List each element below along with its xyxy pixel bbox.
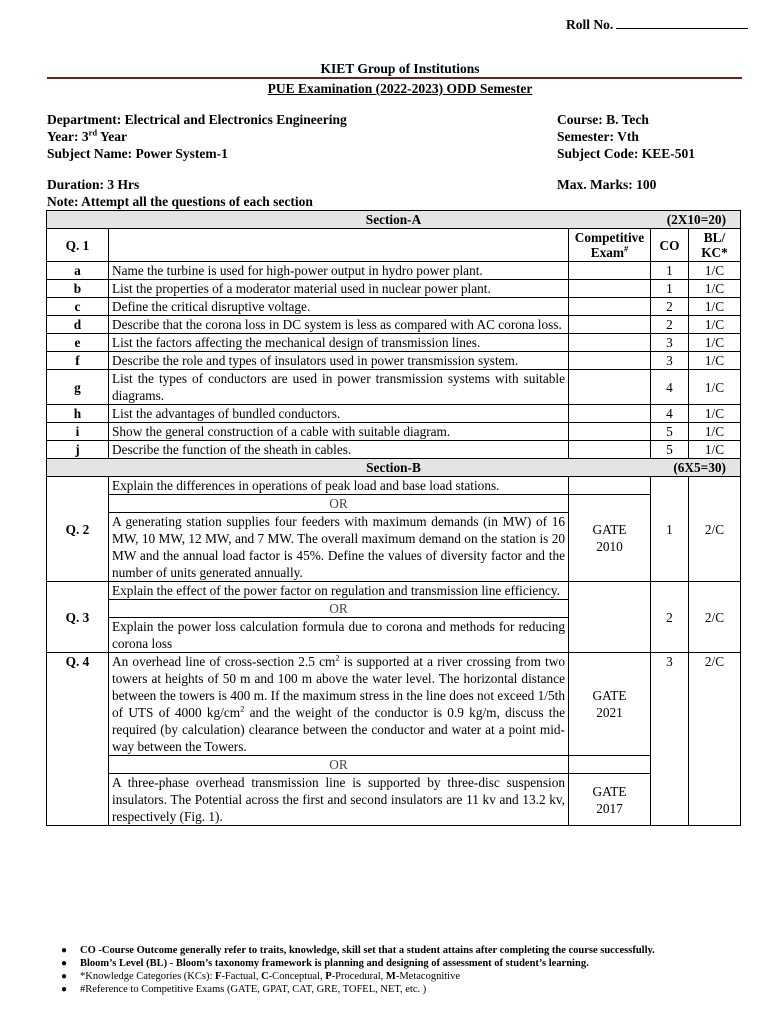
question-id: c (47, 298, 109, 316)
q2-bl: 2/C (689, 477, 741, 582)
question-text: List the types of conductors are used in power transmission systems with suitable diagrams. (109, 370, 569, 405)
bloom-level: 1/C (689, 405, 741, 423)
course-outcome: 2 (651, 298, 689, 316)
question-row-f (47, 352, 741, 370)
competitive-exam-header: Competitive Exam# (569, 229, 651, 262)
q2-label: Q. 2 (47, 477, 109, 582)
question-text: Describe that the corona loss in DC system is less as compared with AC corona loss. (109, 316, 569, 334)
question-id: f (47, 352, 109, 370)
course-outcome: 4 (651, 405, 689, 423)
note: Note: Attempt all the questions of each section (47, 194, 313, 209)
q4-co: 3 (651, 653, 689, 826)
question-row-d (47, 316, 741, 334)
competitive-exam (569, 298, 651, 316)
section-b-title: Section-B (366, 460, 421, 475)
question-row-c (47, 298, 741, 316)
footnote-kc: ● *Knowledge Categories (KCs): F-Factual, C-Conceptual, P-Procedural, M-Metacognitive (66, 970, 655, 983)
question-row-b (47, 280, 741, 298)
course-outcome: 2 (651, 316, 689, 334)
semester: Semester: Vth (557, 129, 639, 144)
footnote-exam: ● #Reference to Competitive Exams (GATE, GPAT, CAT, GRE, TOFEL, NET, etc. ) (66, 983, 655, 996)
q3-part1: Explain the effect of the power factor on regulation and transmission line efficiency. (109, 582, 569, 600)
header-divider (47, 77, 742, 79)
course-outcome: 4 (651, 370, 689, 405)
exam-title: PUE Examination (2022-2023) ODD Semester (267, 81, 533, 96)
q2-exam: GATE 2010 (569, 495, 651, 582)
info-left (47, 111, 347, 162)
q4-row (47, 653, 741, 756)
subject-code: Subject Code: KEE-501 (557, 146, 695, 161)
section-a-column-header (47, 229, 741, 262)
question-id: g (47, 370, 109, 405)
q4-part2: A three-phase overhead transmission line is supported by three-disc suspension insulators. The Potential across the first and second insulators are 11 kv and 13.2 kv, respectively (Fig. 1). (109, 774, 569, 826)
q4-label: Q. 4 (47, 653, 109, 826)
roll-number-field (566, 17, 748, 33)
competitive-exam (569, 423, 651, 441)
footnote-co: ● CO -Course Outcome generally refer to traits, knowledge, skill set that a student attains after completing the course successfully. (66, 944, 655, 957)
max-marks: Max. Marks: 100 (557, 177, 657, 192)
q3-co: 2 (651, 582, 689, 653)
year: Year: 3rd Year (47, 127, 127, 144)
bloom-level: 1/C (689, 298, 741, 316)
footnotes (66, 944, 655, 996)
question-row-h (47, 405, 741, 423)
q3-label: Q. 3 (47, 582, 109, 653)
q4-part1: An overhead line of cross-section 2.5 $cm^2$ is supported at a river crossing from two towers at heights of 50 m and 100 m above the water level. The horizontal distance between the towers is 400 m. If the maximum stress in the line does not exceed 1/5th of UTS of 4000 $kg/cm^2$ and the weight of the conductor is 0.9 kg/m, discuss the required (by calculation) clearance between the conductor and water at a point mid-way between the Towers. (109, 653, 569, 756)
competitive-exam (569, 316, 651, 334)
bloom-level: 1/C (689, 352, 741, 370)
course-outcome: 5 (651, 423, 689, 441)
bloom-level: 1/C (689, 316, 741, 334)
roll-number-blank (616, 17, 748, 29)
competitive-exam (569, 334, 651, 352)
bloom-level: 1/C (689, 370, 741, 405)
co-header: CO (651, 229, 689, 262)
section-b-marks: (6X5=30) (673, 460, 726, 475)
question-row-g (47, 370, 741, 405)
question-text: Show the general construction of a cable with suitable diagram. (109, 423, 569, 441)
competitive-exam (569, 262, 651, 280)
course: Course: B. Tech (557, 112, 649, 127)
question-id: d (47, 316, 109, 334)
q3-part2: Explain the power loss calculation formula due to corona and methods for reducing corona loss (109, 618, 569, 653)
bl-kc-header: BL/ KC* (689, 229, 741, 262)
course-outcome: 3 (651, 352, 689, 370)
roll-number-label: Roll No. (566, 17, 614, 32)
question-text: List the factors affecting the mechanical design of transmission lines. (109, 334, 569, 352)
competitive-exam (569, 405, 651, 423)
q3-row (47, 582, 741, 600)
question-id: b (47, 280, 109, 298)
section-a-header (47, 211, 741, 229)
question-row-e (47, 334, 741, 352)
course-outcome: 5 (651, 441, 689, 459)
bloom-level: 1/C (689, 423, 741, 441)
competitive-exam (569, 441, 651, 459)
q3-bl: 2/C (689, 582, 741, 653)
question-text: Describe the role and types of insulators used in power transmission system. (109, 352, 569, 370)
q4-bl: 2/C (689, 653, 741, 826)
course-outcome: 3 (651, 334, 689, 352)
competitive-exam (569, 280, 651, 298)
question-id: i (47, 423, 109, 441)
section-a-marks: (2X10=20) (666, 212, 726, 227)
q2-co: 1 (651, 477, 689, 582)
question-row-i (47, 423, 741, 441)
competitive-exam (569, 370, 651, 405)
question-text: Describe the function of the sheath in cables. (109, 441, 569, 459)
q2-or: OR (109, 495, 569, 513)
duration: Duration: 3 Hrs (47, 177, 140, 192)
bloom-level: 1/C (689, 441, 741, 459)
bloom-level: 1/C (689, 334, 741, 352)
bloom-level: 1/C (689, 262, 741, 280)
q4-or: OR (109, 756, 569, 774)
bloom-level: 1/C (689, 280, 741, 298)
question-table (46, 210, 741, 826)
competitive-exam (569, 352, 651, 370)
footnote-bl: ● Bloom’s Level (BL) - Bloom’s taxonomy framework is planning and designing of assessment of student’s learning. (66, 957, 655, 970)
info-right (557, 111, 695, 162)
q2-part1: Explain the differences in operations of peak load and base load stations. (109, 477, 569, 495)
section-a-title: Section-A (365, 212, 422, 227)
question-id: j (47, 441, 109, 459)
question-id: e (47, 334, 109, 352)
q3-or: OR (109, 600, 569, 618)
q4-exam2: GATE 2017 (569, 774, 651, 826)
question-id: a (47, 262, 109, 280)
course-outcome: 1 (651, 262, 689, 280)
question-row-j (47, 441, 741, 459)
question-text: List the properties of a moderator material used in nuclear power plant. (109, 280, 569, 298)
q2-row (47, 477, 741, 495)
question-text: Name the turbine is used for high-power output in hydro power plant. (109, 262, 569, 280)
question-row-a (47, 262, 741, 280)
question-text: List the advantages of bundled conductors. (109, 405, 569, 423)
section-b-header (47, 459, 741, 477)
department: Department: Electrical and Electronics Engineering (47, 112, 347, 127)
course-outcome: 1 (651, 280, 689, 298)
q2-part2: A generating station supplies four feeders with maximum demands (in MW) of 16 MW, 10 MW, 12 MW, and 7 MW. The overall maximum demand on the station is 20 MW and the annual load factor is 45%. Define the values of diversity factor and the number of units generated annually. (109, 513, 569, 582)
institution-name: KIET Group of Institutions (320, 61, 480, 76)
subject-name: Subject Name: Power System-1 (47, 146, 228, 161)
q4-exam1: GATE 2021 (569, 653, 651, 756)
q1-label: Q. 1 (47, 229, 109, 262)
question-text: Define the critical disruptive voltage. (109, 298, 569, 316)
question-id: h (47, 405, 109, 423)
